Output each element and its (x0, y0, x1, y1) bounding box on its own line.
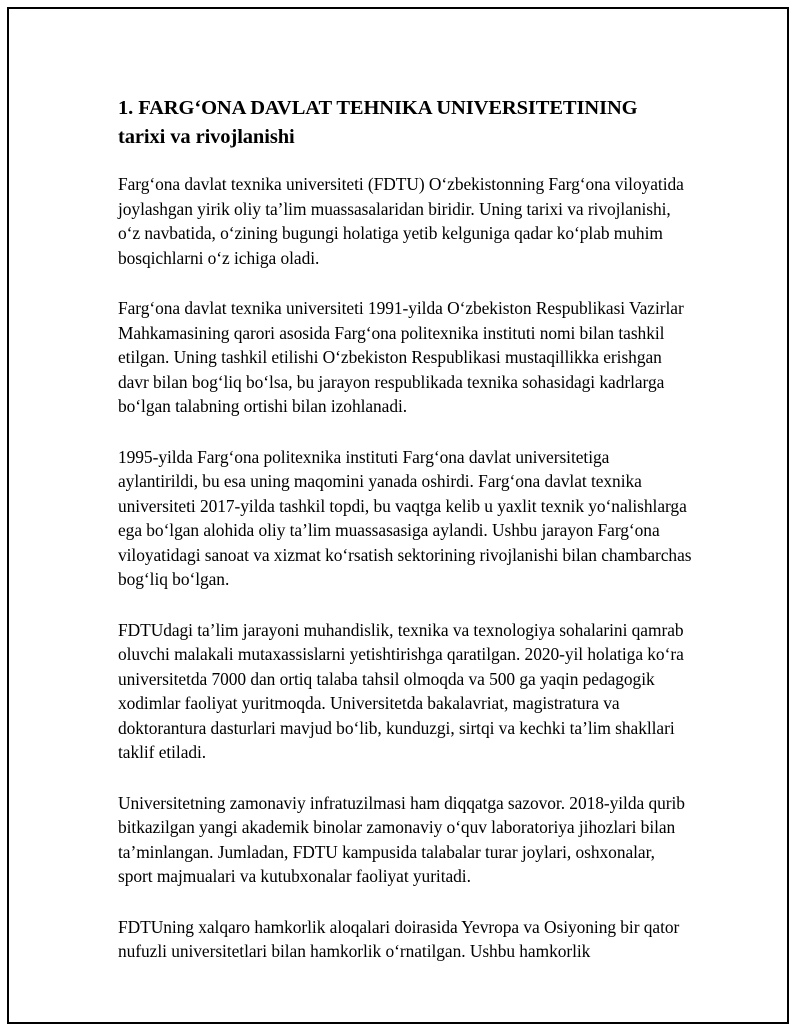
section-heading (118, 94, 693, 152)
paragraph-6: FDTUning xalqaro hamkorlik aloqalari doirasida Yevropa va Osiyoning bir qator nufuzli universitetlari bilan hamkorlik o‘rnatilgan. Ushbu hamkorlik (118, 916, 680, 961)
section-heading-line1: 1. FARG‘ONA DAVLAT TEHNIKA UNIVERSITETINING (118, 97, 638, 119)
paragraph-2: Farg‘ona davlat texnika universiteti 1991-yilda O‘zbekiston Respublikasi Vazirlar Mahkamasining qarori asosida Farg‘ona politexnika instituti nomi bilan tashkil etilgan. Uning tashkil etilishi O‘zbekiston Respublikasi mustaqillikka erishgan davr bilan bog‘liq bo‘lsa, bu jarayon respublikada texnika sohasidagi kadrlarga bo‘lgan talabning ortishi bilan izohlanadi. (118, 298, 684, 416)
paragraph-1: Farg‘ona davlat texnika universiteti (FDTU) O‘zbekistonning Farg‘ona viloyatida joylashgan yirik oliy ta’lim muassasalaridan biridir. Uning tarixi va rivojlanishi, o‘z navbatida, o‘zining bugungi holatiga yetib kelguniga qadar ko‘plab muhim bosqichlarni o‘z ichiga oladi. (118, 174, 684, 268)
paragraph-3: 1995-yilda Farg‘ona politexnika instituti Farg‘ona davlat universitetiga aylantirildi, bu esa uning maqomini yanada oshirdi. Farg‘ona davlat texnika universiteti 2017-yilda tashkil topdi, bu vaqtga kelib u yaxlit texnik yo‘nalishlarga ega bo‘lgan alohida oliy ta’lim muassasasiga aylandi. Ushbu jarayon Farg‘ona viloyatidagi sanoat va xizmat ko‘rsatish sektorining rivojlanishi bilan chambarchas bog‘liq bo‘lgan. (118, 446, 692, 589)
section-heading-line2: tarixi va rivojlanishi (118, 126, 295, 148)
paragraph-5: Universitetning zamonaviy infratuzilmasi ham diqqatga sazovor. 2018-yilda qurib bitkazilgan yangi akademik binolar zamonaviy o‘quv laboratoriya jihozlari bilan ta’minlangan. Jumladan, FDTU kampusida talabalar turar joylari, oshxonalar, sport majmualari va kutubxonalar faoliyat yuritadi. (118, 792, 685, 886)
paragraph-4: FDTUdagi ta’lim jarayoni muhandislik, texnika va texnologiya sohalarini qamrab oluvchi malakali mutaxassislarni yetishtirishga qaratilgan. 2020-yil holatiga ko‘ra universitetda 7000 dan ortiq talaba tahsil olmoqda va 500 ga yaqin pedagogik xodimlar faoliyat yuritmoqda. Universitetda bakalavriat, magistratura va doktorantura dasturlari mavjud bo‘lib, kunduzgi, sirtqi va kechki ta’lim shakllari taklif etiladi. (118, 619, 684, 762)
document-body (118, 94, 693, 990)
